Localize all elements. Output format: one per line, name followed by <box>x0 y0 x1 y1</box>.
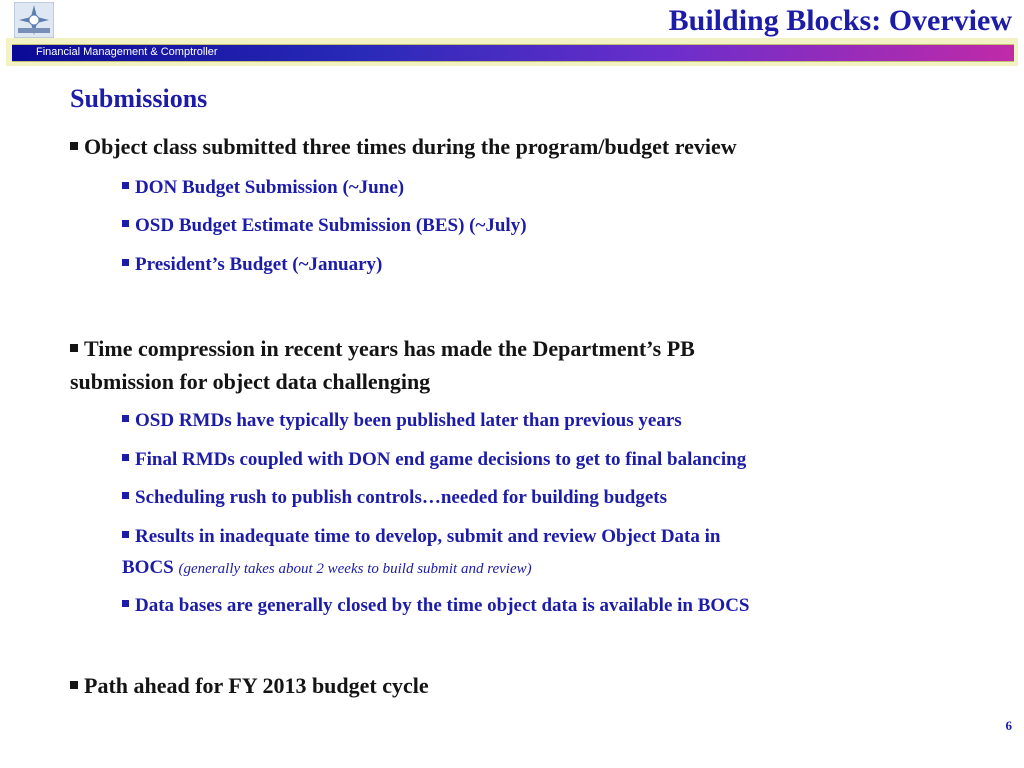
square-bullet-icon <box>122 220 129 227</box>
square-bullet-icon <box>122 600 129 607</box>
square-bullet-icon <box>70 344 78 352</box>
sub-bullet-text: DON Budget Submission (~June) <box>135 177 405 198</box>
sub-bullet-2-5 <box>122 591 749 620</box>
bullet-1-text: Object class submitted three times during the program/budget review <box>84 134 737 159</box>
sub-bullet-2-4 <box>122 522 720 551</box>
page-number: 6 <box>1005 718 1012 733</box>
bullet-2 <box>70 332 695 365</box>
sub-bullet-text: Final RMDs coupled with DON end game decisions to get to final balancing <box>135 449 747 470</box>
bullet-3-text: Path ahead for FY 2013 budget cycle <box>84 673 429 698</box>
sub-bullet-text: OSD Budget Estimate Submission (BES) (~July) <box>135 215 527 236</box>
sub-bullet-text: President’s Budget (~January) <box>135 254 383 275</box>
navy-seal-logo-icon <box>14 2 54 38</box>
bullet-1 <box>70 130 737 163</box>
square-bullet-icon <box>122 531 129 538</box>
sub-bullet-text: Results in inadequate time to develop, submit and review Object Data in <box>135 526 721 547</box>
sub-bullet-1-3 <box>122 250 382 279</box>
square-bullet-icon <box>122 454 129 461</box>
square-bullet-icon <box>122 415 129 422</box>
organization-name: Financial Management & Comptroller <box>36 46 218 58</box>
square-bullet-icon <box>122 492 129 499</box>
sub-bullet-1-1 <box>122 173 404 202</box>
sub-bullet-text: Data bases are generally closed by the time object data is available in BOCS <box>135 595 750 616</box>
sub-bullet-note: (generally takes about 2 weeks to build submit and review) <box>178 561 532 577</box>
bullet-2-text-line1: Time compression in recent years has made the Department’s PB <box>84 336 695 361</box>
sub-bullet-2-4-line2 <box>122 553 532 584</box>
sub-bullet-1-2 <box>122 211 527 240</box>
sub-bullet-text: Scheduling rush to publish controls…needed for building budgets <box>135 487 667 508</box>
slide-title: Building Blocks: Overview <box>668 4 1012 37</box>
square-bullet-icon <box>70 142 78 150</box>
square-bullet-icon <box>122 259 129 266</box>
bullet-2-text-line2: submission for object data challenging <box>70 369 431 394</box>
sub-bullet-text: OSD RMDs have typically been published later than previous years <box>135 410 682 431</box>
sub-bullet-2-3 <box>122 483 667 512</box>
square-bullet-icon <box>122 182 129 189</box>
section-heading: Submissions <box>70 84 208 113</box>
sub-bullet-2-1 <box>122 406 682 435</box>
sub-bullet-text-line2: BOCS <box>122 557 174 578</box>
bullet-3 <box>70 669 429 702</box>
sub-bullet-2-2 <box>122 445 746 474</box>
bullet-2-line2 <box>70 365 430 398</box>
square-bullet-icon <box>70 681 78 689</box>
